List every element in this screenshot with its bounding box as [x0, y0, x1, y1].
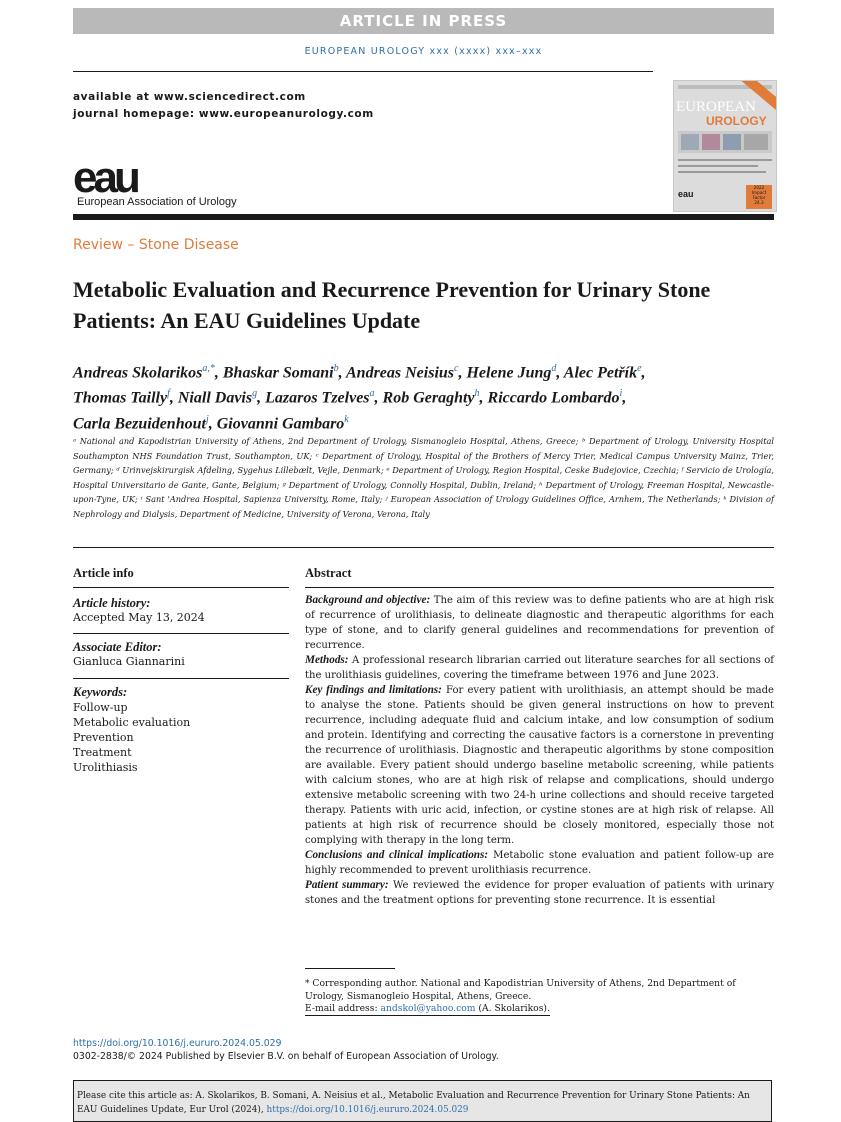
author-affiliation-ref[interactable]: j — [205, 413, 209, 425]
abstract-section-label: Background and objective: — [305, 594, 431, 606]
abstract-heading: Abstract — [305, 566, 352, 580]
author-line-1 — [73, 358, 793, 383]
eau-logo-text: eau — [73, 160, 137, 196]
header-thick-rule — [73, 214, 774, 220]
cover-text-line-3 — [678, 171, 766, 173]
cover-badge-year: 2022 — [753, 185, 765, 190]
affiliations: ᵃ National and Kapodistrian University of Athens, 2nd Department of Urology, Sismanogleio Hospital, Athens, Greece; ᵇ Department of Urology, University Hospital Southampton NHS Foundation Trust, Southampton, UK; ᶜ Department of Urology, Hospital of the Brothers of Mercy Trier, Medical Campus University Mainz, Trier, Germany; ᵈ Urinvejskirurgisk Afdeling, Sygehus Lillebælt, Vejle, Denmark; ᵉ Department of Urology, Region Hospital, Ceske Budejovice, Czechia; ᶠ Servicio de Urología, Hospital Universitario de Gante, Gante, Belgium; ᵍ Department of Urology, Connolly Hospital, Dublin, Ireland; ʰ Department of Urology, Freeman Hospital, Newcastle-upon-Tyne, UK; ⁱ Sant 'Andrea Hospital, Sapienza University, Rome, Italy; ʲ European Association of Urology Guidelines Office, Arnhem, The Netherlands; ᵏ Division of Nephrology and Dialysis, Department of Medicine, University of Verona, Verona, Italy — [73, 436, 774, 519]
author-separator: , — [641, 364, 646, 382]
email-label: E-mail address: — [305, 1003, 381, 1014]
email-link[interactable]: andskol@yahoo.com — [380, 1003, 476, 1014]
keywords-list — [73, 700, 190, 775]
cover-figure-4 — [744, 134, 768, 150]
author-name[interactable]: Lazaros Tzelves — [265, 389, 370, 407]
journal-cover-thumbnail[interactable] — [673, 80, 777, 212]
cover-title-european: EUROPEAN — [676, 99, 757, 115]
journal-running-header: EUROPEAN UROLOGY xxx (xxxx) xxx–xxx — [304, 46, 543, 57]
section-rule — [73, 547, 774, 548]
author-name[interactable]: Riccardo Lombardo — [487, 389, 620, 407]
cover-text-line-1 — [678, 159, 772, 161]
author-separator: , — [622, 389, 627, 407]
article-info-heading: Article info — [73, 566, 134, 580]
journal-homepage[interactable]: journal homepage: www.europeanurology.com — [73, 108, 374, 120]
author-separator: , — [374, 389, 383, 407]
abstract-rule — [305, 587, 774, 588]
cover-figure-3 — [723, 134, 741, 150]
author-affiliation-ref[interactable]: e — [637, 363, 642, 374]
article-title-line-1: Metabolic Evaluation and Recurrence Prevention for Urinary Stone — [73, 277, 711, 302]
article-history-value: Accepted May 13, 2024 — [73, 611, 205, 624]
cover-title-urology: UROLOGY — [706, 114, 767, 128]
author-affiliation-ref[interactable]: f — [167, 388, 170, 400]
abstract-section-key-findings — [305, 683, 774, 848]
author-name[interactable]: Thomas Tailly — [73, 389, 168, 407]
keyword-item[interactable]: Metabolic evaluation — [73, 716, 191, 729]
footnote-text: Corresponding author. National and Kapodistrian University of Athens, 2nd Department of Urology, Sismanogleio Hospital, Athens, Greece. — [305, 978, 736, 1002]
cover-figures — [678, 131, 772, 153]
abstract-section-label: Methods: — [305, 654, 349, 666]
author-name[interactable]: Andreas Skolarikos — [73, 364, 203, 382]
author-separator: , — [479, 389, 488, 407]
author-separator: , — [214, 364, 223, 382]
abstract-section-text: The aim of this review was to define patients who are at high risk of recurrence of urolithiasis, to delineate diagnostic and therapeutic algorithms for each type of stone, and to clarify general guidelines and recommendations for prevention of recurrence. — [305, 595, 774, 651]
copyright-line: 0302-2838/© 2024 Published by Elsevier B.V. on behalf of European Association of Urology. — [73, 1051, 499, 1062]
author-separator: , — [458, 364, 467, 382]
author-name[interactable]: Rob Geraghty — [382, 389, 475, 407]
author-name[interactable]: Giovanni Gambaro — [216, 414, 345, 432]
keywords-label: Keywords: — [73, 685, 128, 699]
doi-link[interactable]: https://doi.org/10.1016/j.eururo.2024.05.029 — [73, 1038, 282, 1049]
sciencedirect-availability[interactable]: available at www.sciencedirect.com — [73, 91, 306, 103]
author-affiliation-ref[interactable]: g — [252, 388, 258, 400]
author-name[interactable]: Alec Petřík — [563, 364, 638, 382]
author-affiliation-ref[interactable]: b — [333, 363, 339, 374]
author-line-2 — [73, 383, 793, 408]
associate-editor-label: Associate Editor: — [73, 640, 162, 654]
associate-editor-value: Gianluca Giannarini — [73, 655, 185, 668]
article-title — [73, 274, 793, 336]
author-affiliation-ref[interactable]: h — [474, 388, 480, 400]
author-affiliation-ref[interactable]: a,* — [202, 363, 215, 374]
corresponding-author-footnote — [305, 978, 774, 1016]
author-line-3 — [73, 409, 793, 434]
author-name[interactable]: Carla Bezuidenhout — [73, 414, 206, 432]
author-name[interactable]: Helene Jung — [466, 364, 552, 382]
abstract-section-conclusions — [305, 848, 774, 878]
author-affiliation-ref[interactable]: a — [369, 388, 375, 400]
citation-text: Please cite this article as: A. Skolarikos, B. Somani, A. Neisius et al., Metabolic Evaluation and Recurrence Prevention for Urinary Stone Patients: An EAU Guidelines Update, Eur Urol (2024), — [77, 1091, 750, 1115]
associate-editor-rule — [73, 678, 289, 679]
keyword-item[interactable]: Treatment — [73, 746, 132, 759]
citation-doi-link[interactable]: https://doi.org/10.1016/j.eururo.2024.05.029 — [266, 1105, 469, 1115]
author-separator: , — [208, 414, 217, 432]
cover-eau-mark: eau — [678, 189, 694, 199]
cover-figure-1 — [681, 134, 699, 150]
footnote-star: * — [305, 979, 310, 989]
eau-logo-mark — [73, 160, 163, 196]
header-rule — [73, 71, 653, 72]
author-separator: , — [169, 389, 178, 407]
cover-badge-value: 24.3 — [754, 200, 764, 205]
cover-text-line-2 — [678, 165, 758, 167]
article-info-rule — [73, 587, 289, 588]
email-suffix: (A. Skolarikos). — [475, 1003, 550, 1014]
author-separator: , — [556, 364, 564, 382]
abstract-section-label: Conclusions and clinical implications: — [305, 849, 489, 861]
article-title-line-2: Patients: An EAU Guidelines Update — [73, 308, 421, 333]
article-history-rule — [73, 633, 289, 634]
article-in-press-banner: ARTICLE IN PRESS — [73, 8, 774, 34]
abstract-section-text: A professional research librarian carried out literature searches for all sections of the urolithiasis guidelines, covering the timeframe between 1976 and June 2023. — [305, 655, 774, 681]
author-affiliation-ref[interactable]: d — [551, 363, 557, 374]
article-category: Review – Stone Disease — [73, 237, 239, 253]
cover-impact-badge — [746, 185, 772, 209]
abstract-section-methods — [305, 653, 774, 683]
author-list — [73, 358, 793, 434]
article-history-label: Article history: — [73, 596, 151, 610]
abstract-section-patient-summary — [305, 878, 774, 908]
cover-figure-2 — [702, 134, 720, 150]
author-separator: , — [338, 364, 346, 382]
keyword-item[interactable]: Prevention — [73, 731, 134, 744]
abstract-section-label: Key findings and limitations: — [305, 684, 442, 696]
footnote-rule — [305, 968, 395, 969]
abstract-section-text: We reviewed the evidence for proper evaluation of patients with urinary stones and the treatment options for preventing stone recurrence. It is essential — [305, 880, 774, 906]
cover-badge-factor: Factor — [752, 195, 766, 200]
citation-box — [73, 1080, 772, 1122]
cover-badge-impact: Impact — [751, 190, 767, 195]
author-separator: , — [257, 389, 266, 407]
author-affiliation-ref[interactable]: c — [454, 363, 459, 374]
abstract-section-background — [305, 593, 774, 653]
author-affiliation-ref[interactable]: k — [344, 413, 349, 425]
keyword-item[interactable]: Urolithiasis — [73, 761, 138, 774]
footnote-bottom-rule — [305, 1015, 550, 1016]
abstract-body — [305, 593, 774, 908]
author-affiliation-ref[interactable]: i — [619, 388, 623, 400]
abstract-section-label: Patient summary: — [305, 879, 389, 891]
abstract-section-text: Metabolic stone evaluation and patient follow-up are highly recommended to prevent urolithiasis recurrence. — [305, 850, 774, 876]
author-name[interactable]: Andreas Neisius — [346, 364, 455, 382]
author-name[interactable]: Niall Davis — [177, 389, 253, 407]
abstract-section-text: For every patient with urolithiasis, an attempt should be made to analyse the stone. Patients should be given general instructions on how to prevent recurrence, including adequate fluid and calcium intake, and low consumption of sodium and protein. Identifying and correcting the causative factors is a cornerstone in preventing the recurrence of urolithiasis. Diagnostic and therapeutic algorithms by stone composition are available. Every patient should undergo baseline metabolic screening, while patients with calcium stones, who are at high risk of relapse and complications, should undergo extensive metabolic screening with two 24-h urine collections and should receive targeted therapy. Patients with uric acid, infection, or cystine stones are at high risk of relapse. All patients at high risk of recurrence should be closely monitored, especially those not complying with therapy in the long term. — [305, 685, 774, 846]
eau-logo-caption: European Association of Urology — [77, 196, 237, 208]
keyword-item[interactable]: Follow-up — [73, 701, 128, 714]
author-name[interactable]: Bhaskar Somani — [222, 364, 334, 382]
